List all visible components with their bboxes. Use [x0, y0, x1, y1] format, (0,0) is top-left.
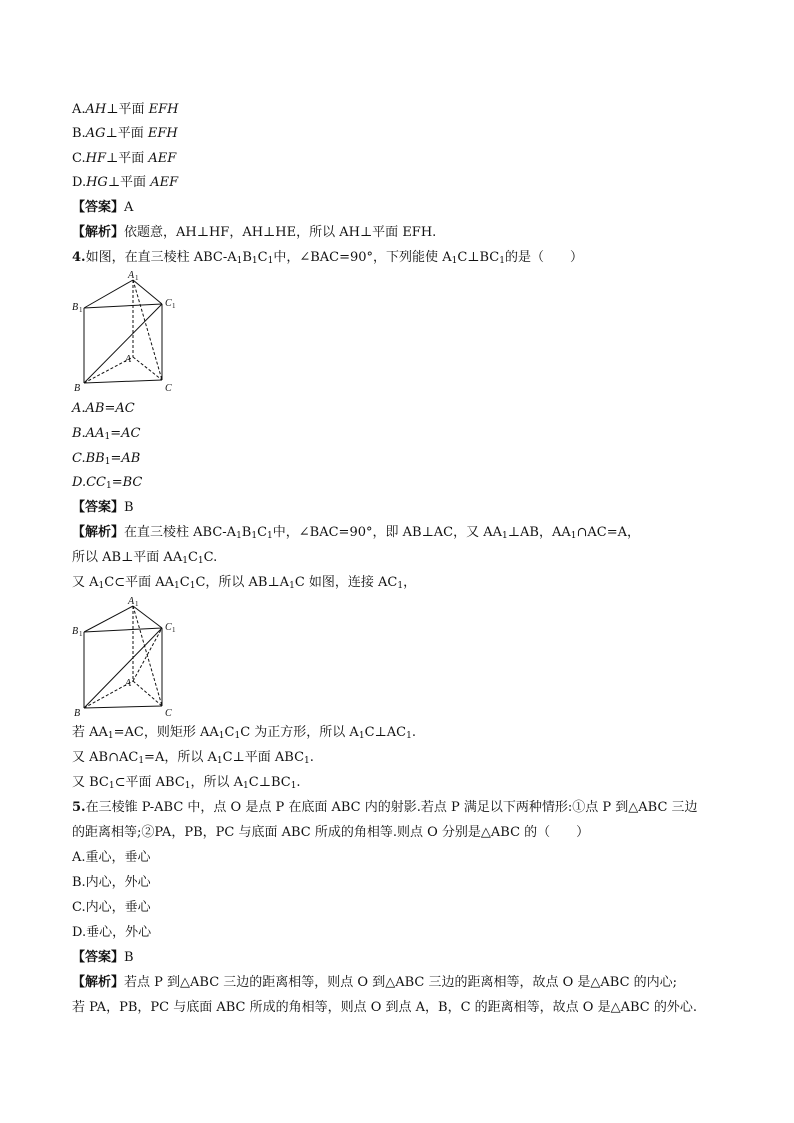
subscript: 1	[289, 581, 295, 591]
analysis-tag: 【解析】	[72, 225, 125, 240]
analysis-part: 又 AB∩AC	[72, 750, 139, 765]
q4-option-b	[72, 426, 140, 442]
q4-option-d	[72, 475, 142, 491]
q4-analysis-line-6	[72, 775, 301, 791]
subscript: 1	[406, 731, 412, 741]
subscript: 1	[397, 581, 404, 591]
subscript: 1	[79, 630, 83, 638]
subscript: 1	[251, 256, 258, 266]
q5-option-b	[72, 875, 151, 891]
option-label: A.	[72, 102, 86, 117]
option-plane: 平面	[117, 126, 144, 141]
analysis-part: ∩AC=A，	[576, 525, 640, 540]
question-number: 5.	[72, 800, 86, 815]
q4-analysis-line-3	[72, 575, 416, 591]
option-plane: 平面	[118, 151, 145, 166]
answer-value: B	[124, 500, 134, 515]
subscript: 1	[107, 731, 114, 741]
option-text: D.垂心，外心	[72, 925, 152, 940]
subscript: 1	[218, 731, 225, 741]
option-text: B.内心，外心	[72, 875, 151, 890]
q4-analysis-line-2	[72, 550, 217, 566]
q5-answer	[72, 950, 134, 966]
subscript: 1	[138, 756, 145, 766]
analysis-part: C 为正方形，所以 A	[240, 725, 359, 740]
subscript: 1	[104, 457, 111, 467]
subscript: 1	[267, 256, 274, 266]
stem-part: 如图，在直三棱柱 ABC-A	[85, 250, 237, 265]
subscript: 1	[251, 531, 258, 541]
q5-option-d	[72, 925, 151, 941]
subscript: 1	[98, 581, 105, 591]
subscript: 1	[172, 626, 176, 634]
q3-option-a	[72, 102, 179, 118]
stem-part: C	[257, 250, 268, 265]
analysis-part: .	[296, 775, 301, 790]
q4-option-c	[72, 451, 140, 467]
analysis-part: 所以 AB⊥平面 AA	[72, 550, 183, 565]
q4-stem	[72, 250, 583, 266]
q3-answer	[72, 200, 133, 216]
option-text: A.重心，垂心	[72, 850, 151, 865]
subscript: 1	[502, 531, 508, 541]
analysis-part: ，	[403, 575, 417, 590]
analysis-tag: 【解析】	[72, 975, 125, 990]
option-label: B.	[72, 126, 86, 141]
vertex-label-b: B	[74, 383, 81, 394]
q3-option-d	[72, 175, 178, 191]
analysis-part: ⊂平面 ABC	[114, 775, 185, 790]
subscript: 1	[106, 481, 112, 491]
subscript: 1	[189, 581, 196, 591]
analysis-part: =A，所以 A	[144, 750, 217, 765]
subscript: 1	[135, 274, 139, 282]
analysis-part: C⊥平面 ABC	[222, 750, 305, 765]
subscript: 1	[216, 756, 223, 766]
analysis-part: 又 BC	[72, 775, 109, 790]
option-plane: 平面	[120, 175, 147, 190]
option-text: D.CC	[72, 475, 106, 490]
question-number: 4.	[72, 250, 86, 265]
analysis-part: =AC，则矩形 AA	[113, 725, 219, 740]
analysis-part: C	[179, 575, 190, 590]
subscript: 1	[236, 531, 242, 541]
stem-part: 中，∠BAC=90°，下列能使 A	[273, 250, 452, 265]
subscript: 1	[172, 302, 176, 310]
analysis-text: 若点 P 到△ABC 三边的距离相等，则点 O 到△ABC 三边的距离相等，故点 O 是△ABC 的内心;	[124, 975, 678, 990]
option-plane-name: EFH	[148, 102, 179, 117]
analysis-part: C.	[203, 550, 218, 565]
analysis-part: C	[257, 525, 268, 540]
analysis-part: 又 A	[72, 575, 99, 590]
subscript: 1	[570, 531, 577, 541]
analysis-part: 在直三棱柱 ABC-A	[124, 525, 237, 540]
option-label: C.	[72, 151, 86, 166]
analysis-text: 若 PA，PB，PC 与底面 ABC 所成的角相等，则点 O 到点 A，B，C 的距离相等，故点 O 是△ABC 的外心.	[72, 1000, 697, 1015]
stem-text: 的距离相等;②PA，PB，PC 与底面 ABC 所成的角相等.则点 O 分别是△ABC 的（ ）	[72, 825, 590, 840]
option-plane: 平面	[118, 102, 145, 117]
option-expr: HF⊥	[85, 151, 119, 166]
option-expr: AH⊥	[85, 102, 119, 117]
q3-option-b	[72, 126, 178, 142]
option-text: A.AB=AC	[72, 401, 135, 416]
subscript: 1	[236, 256, 243, 266]
q4-answer	[72, 500, 134, 516]
q3-analysis	[72, 225, 436, 241]
analysis-tag: 【解析】	[72, 525, 125, 540]
q3-option-c	[72, 151, 176, 167]
subscript: 1	[108, 781, 115, 791]
subscript: 1	[267, 531, 273, 541]
subscript: 1	[451, 256, 458, 266]
subscript: 1	[304, 756, 310, 766]
vertex-label-a1: A	[128, 270, 135, 281]
vertex-label-c1: C	[165, 298, 172, 309]
analysis-part: C⊥BC	[248, 775, 291, 790]
option-text: B.AA	[72, 426, 105, 441]
option-plane-name: AEF	[148, 151, 177, 166]
vertex-label-c1: C	[165, 622, 172, 633]
stem-text: 在三棱锥 P-ABC 中，点 O 是点 P 在底面 ABC 内的射影.若点 P 满足以下两种情形:①点 P 到△ABC 三边	[85, 800, 698, 815]
option-text: =AB	[110, 451, 141, 466]
option-plane-name: EFH	[147, 126, 178, 141]
q4-option-a	[72, 401, 135, 417]
subscript: 1	[290, 781, 297, 791]
subscript: 1	[197, 556, 204, 566]
answer-tag: 【答案】	[72, 500, 125, 515]
subscript: 1	[104, 432, 111, 442]
option-text: =BC	[111, 475, 143, 490]
subscript: 1	[174, 581, 180, 591]
answer-tag: 【答案】	[72, 950, 125, 965]
vertex-label-c: C	[165, 708, 172, 719]
option-text: =AC	[110, 426, 141, 441]
prism-figure-1	[70, 270, 190, 402]
vertex-label-a: A	[125, 678, 132, 689]
option-label: D.	[72, 175, 87, 190]
analysis-part: C，所以 AB⊥A	[195, 575, 290, 590]
prism-figure-2	[70, 596, 190, 726]
answer-value: A	[124, 200, 134, 215]
analysis-part: C⊂平面 AA	[104, 575, 175, 590]
vertex-label-b1: B	[72, 302, 79, 313]
analysis-text: 依题意，AH⊥HF，AH⊥HE，所以 AH⊥平面 EFH.	[124, 225, 437, 240]
subscript: 1	[499, 256, 505, 266]
subscript: 1	[243, 781, 249, 791]
subscript: 1	[182, 556, 188, 566]
answer-tag: 【答案】	[72, 200, 125, 215]
analysis-part: C	[187, 550, 198, 565]
subscript: 1	[358, 731, 365, 741]
option-text: C.内心，垂心	[72, 900, 151, 915]
subscript: 1	[234, 731, 241, 741]
analysis-part: ⊥AB，AA	[507, 525, 571, 540]
q4-analysis-line-1	[72, 525, 640, 541]
option-expr: AG⊥	[85, 126, 118, 141]
subscript: 1	[79, 306, 83, 314]
analysis-part: B	[241, 525, 252, 540]
analysis-part: C 如图，连接 AC	[294, 575, 398, 590]
stem-part: 的是（ ）	[504, 250, 583, 265]
subscript: 1	[184, 781, 191, 791]
analysis-part: C	[224, 725, 235, 740]
vertex-label-c: C	[165, 383, 172, 394]
vertex-label-b1: B	[72, 626, 79, 637]
option-text: C.BB	[72, 451, 105, 466]
q5-analysis-line-1	[72, 975, 677, 991]
analysis-part: .	[411, 725, 416, 740]
stem-part: C⊥BC	[457, 250, 500, 265]
q5-stem-line-2	[72, 825, 589, 841]
answer-value: B	[124, 950, 134, 965]
subscript: 1	[135, 600, 139, 608]
q4-analysis-line-4	[72, 725, 416, 741]
q5-option-c	[72, 900, 151, 916]
option-expr: HG⊥	[86, 175, 121, 190]
q5-option-a	[72, 850, 151, 866]
q4-analysis-line-5	[72, 750, 314, 766]
analysis-part: .	[309, 750, 314, 765]
analysis-part: C⊥AC	[364, 725, 407, 740]
analysis-part: 若 AA	[72, 725, 108, 740]
vertex-label-a1: A	[128, 596, 135, 607]
analysis-part: 中，∠BAC=90°，即 AB⊥AC，又 AA	[272, 525, 503, 540]
q5-stem-line-1	[72, 800, 698, 816]
option-plane-name: AEF	[150, 175, 179, 190]
vertex-label-b: B	[74, 708, 81, 719]
analysis-part: ，所以 A	[190, 775, 244, 790]
q5-analysis-line-2	[72, 1000, 697, 1016]
vertex-label-a: A	[125, 354, 132, 365]
stem-part: B	[242, 250, 252, 265]
